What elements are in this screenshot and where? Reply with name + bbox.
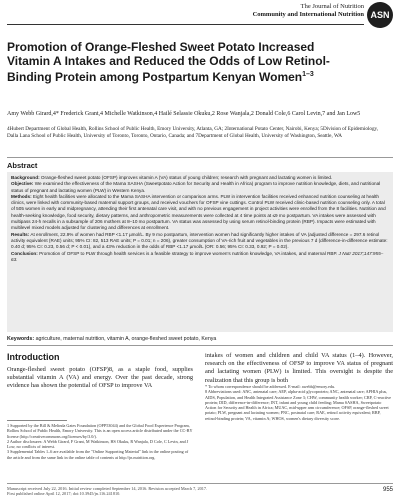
intro-left-column: Orange-fleshed sweet potato (OFSP)8, as a staple food, supplies substantial vitamin A (VA) and energy. Over the past decade, strong evidence has shown the potential of OFSP to improve VA <box>7 366 193 390</box>
author-list: Amy Webb Girard,4* Frederick Grant,4 Michelle Watkinson,4 Hailé Selassie Okuku,2 Rose Wanjala,2 Donald Cole,6 Carol Levin,7 and Jan Low5 <box>7 111 361 117</box>
footnote-supplemental: 3 Supplemental Tables 1–6 are available from the "Online Supporting Material" link in the online posting of the article and from the same link in the online table of contents at http://jn.nutrition.org. <box>7 449 189 460</box>
intro-divider <box>7 345 393 346</box>
results-label: Results: <box>11 231 30 237</box>
abstract-results <box>11 232 389 251</box>
introduction-heading: Introduction <box>7 352 60 362</box>
affiliations: 4Hubert Department of Global Health, Rollins School of Public Health, Emory University, Atlanta, GA; 2International Potato Center, Nairobi, Kenya; 5Division of Epidemiology, Dalla Lana School of Public Health, University of Toronto, Toronto, Ontario, Canada; and 7Department of Global Health, University of Washington, Seattle, WA <box>7 126 379 139</box>
keywords <box>7 336 393 342</box>
abstract-objective <box>11 181 389 194</box>
objective-text: We examined the effectiveness of the Mama SASHA (Sweetpotato Action for Security and Health in Africa) program to improve nutrition knowledge, diets, and nutritional status of pregnant and lactating women (PLW) in Western Kenya. <box>11 181 381 193</box>
journal-header <box>0 0 400 34</box>
background-text: Orange-fleshed sweet potato (OFSP) improves vitamin A (VA) status of young children; research with pregnant and lactating women is limited. <box>40 175 333 180</box>
methods-label: Methods: <box>11 193 32 199</box>
footnote-correspondence: * To whom correspondence should be addressed. E-mail: awebb@emory.edu. <box>205 384 336 389</box>
footnote-divider <box>7 420 67 421</box>
results-text: At enrollment, 22.9% of women had RBP <1.17 µmol/L. By 9 mo postpartum, intervention women had significantly higher intakes of VA (adjusted difference = 297.6 retinol activity equivalent (RAE) units; 95% CI: 82, 513 RAE units; P = 0.01; n = 206), greater consumption of VA-rich fruit and vegetables in the previous 7 d (difference-in-difference estimate: 0.40 d; 95% CI: 0.23, 0.56 d; P < 0.01), and a 43% reduction in the odds of RBP <1.17 µmol/L (OR: 0.56; 95% CI: 0.33, 0.92; P = 0.02). <box>11 231 388 250</box>
footnote-abbreviations: 8 Abbreviations used: ANC, antenatal care; AEP, alpha-acid glycoprotein; ANC, antenatal care; APHIA plus, AIDS, Population, and Health Integrated Assistance Zone 3; CHW, community health worker; CRP, C-reactive protein; DID, difference-in-difference; INT, infant and young child feeding; Mama SASHA, Sweetpotato Action for Security and Health in Africa; MUAC, mid-upper arm circumference; OFSP, orange-fleshed sweet potato; PLW, pregnant and lactating women; PNC, postnatal care; RAE, retinol activity equivalent; RBP, retinol-binding protein; VA, vitamin A; WHOS, women's dietary diversity score. <box>205 389 392 421</box>
conclusion-label: Conclusion: <box>11 250 38 256</box>
abstract-divider <box>7 157 393 158</box>
publication-info: First published online April 12, 2017; doi:10.3945/jn.116.241810. <box>7 491 121 497</box>
abstract-text <box>7 172 393 266</box>
footnotes-left <box>7 423 193 460</box>
footnote-funding: 1 Supported by the Bill & Melinda Gates Foundation (OPP53044) and the Global Food Experience Program, Rollins School of Public Health, Emory University. This is an open access article distributed under the CC-BY license (http://creativecommons.org/licenses/by/3.0/). <box>7 423 193 439</box>
title-footnote-marker: 1–3 <box>302 71 314 78</box>
abstract-citation: J Nutr 2017;147:955–63. <box>11 250 384 262</box>
keywords-label: Keywords: <box>7 336 35 342</box>
footnote-disclosures: 2 Author disclosures: A Webb Girard, F Grant, M Watkinson, HS Okuku, R Wanjala, D Cole, C Levin, and J Low, no conflicts of interest. <box>7 438 189 450</box>
manuscript-dates: Manuscript received July 22, 2016. Initial review completed September 14, 2016. Revision accepted March 7, 2017. <box>7 486 208 491</box>
journal-section: Community and International Nutrition <box>252 11 364 18</box>
abstract-methods <box>11 194 389 232</box>
methods-text: Eight health facilities were allocated to the Mama SASHA intervention or comparison arms. PLW in intervention facilities received enhanced nutrition counseling at health clinics, were linked with community-based maternal support groups, and received vouchers for OFSP vine cuttings. Control PLW received clinic-based nutrition counseling only. A total of 505 women in early and midpregnancy, attending their first antenatal care visit, and with no previous engagement in project activities were enrolled from the 8 facilities. Nutrition and health-seeking knowledge, food security, dietary patterns, and anthropometric measurements were collected at 4 time points at ≤9 mo postpartum. VA intakes were assessed with multipass 24-h recalls in a subsample of 206 mothers at 8–10 mo postpartum. VA status was assessed by using serum retinol-binding protein (RBP). Impacts were estimated with multilevel mixed models adjusted for clustering and differences at enrollment. <box>11 193 386 231</box>
logo-text: ASN <box>370 10 390 20</box>
title-text: Promotion of Orange-Fleshed Sweet Potato Increased Vitamin A Intakes and Reduced the Odds of Low Retinol-Binding Protein among Postpartum Kenyan Women <box>7 40 330 84</box>
asn-logo <box>367 2 393 28</box>
footer-divider <box>7 483 393 484</box>
footnotes-right <box>205 384 393 421</box>
abstract-conclusion <box>11 251 389 264</box>
conclusion-text: Promotion of OFSP to PLW through health services is a feasible strategy to improve women's nutrition knowledge, VA intakes, and maternal RBP. <box>39 250 338 256</box>
journal-name: The Journal of Nutrition <box>300 3 364 10</box>
article-title <box>7 41 337 85</box>
objective-label: Objective: <box>11 181 34 187</box>
keywords-text: agriculture, maternal nutrition, vitamin A, orange-fleshed sweet potato, Kenya <box>35 336 217 342</box>
intro-right-column: intakes of women and children and child VA status (1–4). However, research on the effectiveness of OFSP to improve VA status of pregnant and lactating women (PLW) is limited. This oversight is despite the realization that this group is both <box>205 352 393 384</box>
header-divider <box>7 24 364 25</box>
background-label: Background: <box>11 175 40 180</box>
page-footer <box>7 486 347 497</box>
abstract-heading: Abstract <box>7 161 38 170</box>
abstract-box <box>7 172 393 332</box>
page-number: 955 <box>382 487 393 493</box>
